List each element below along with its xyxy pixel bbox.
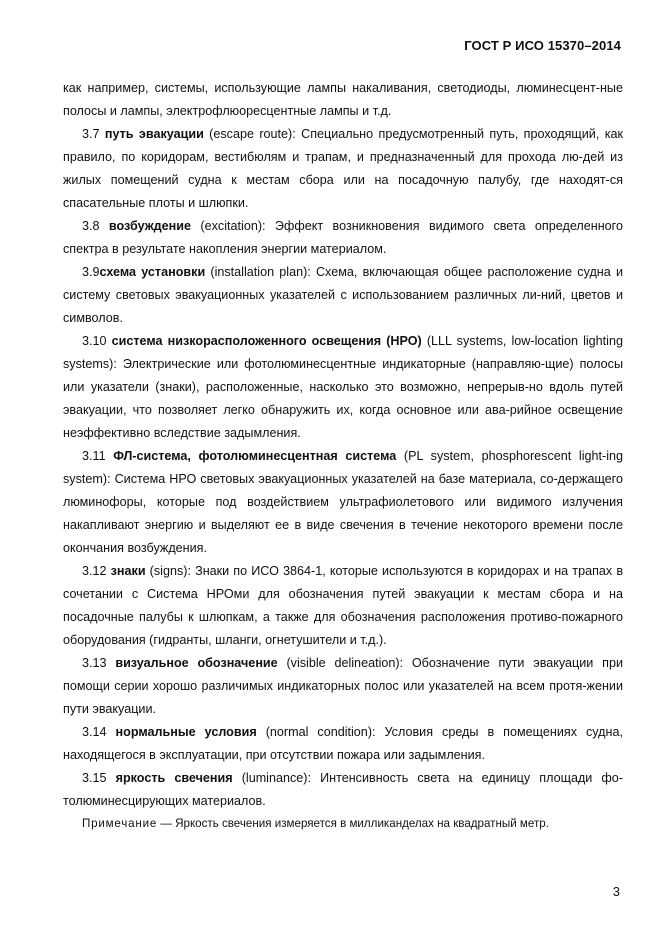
definition-3-11	[63, 445, 623, 560]
entry-term: ФЛ-система, фотолюминесцентная система	[113, 449, 397, 463]
entry-number: 3.10	[82, 334, 107, 348]
entry-text: (excitation): Эффект возникновения видимого света определенного спектра в результате накопления энергии материалом.	[63, 219, 623, 256]
definition-3-9	[63, 261, 623, 330]
entry-number: 3.13	[82, 656, 107, 670]
definition-3-7	[63, 123, 623, 215]
page-number: 3	[612, 884, 620, 899]
entry-number: 3.14	[82, 725, 107, 739]
definition-3-14	[63, 721, 623, 767]
entry-term: схема установки	[99, 265, 206, 279]
note	[63, 813, 623, 834]
entry-term: нормальные условия	[115, 725, 257, 739]
note-label: Примечание	[82, 817, 158, 830]
document-body	[63, 77, 623, 834]
standard-header: ГОСТ Р ИСО 15370–2014	[464, 38, 621, 53]
definition-3-8	[63, 215, 623, 261]
entry-number: 3.9	[82, 265, 100, 279]
entry-text: (visible delineation): Обозначение пути эвакуации при помощи серии хорошо различимых индикаторных полос или указателей на всем протя-жении пути эвакуации.	[63, 656, 623, 716]
entry-text: (installation plan): Схема, включающая общее расположение судна и систему световых эвакуационных указателей с использованием различных ли-ний, цветов и символов.	[63, 265, 623, 325]
entry-text: (PL system, phosphorescent light-ing system): Система НРО световых эвакуационных указателей на базе материала, со-держащего люминофоры, которые под воздействием ультрафиолетового или видимого излучения накапливают энергию и выделяют ее в виде свечения в течение некоторого времени после окончания возбуждения.	[63, 449, 623, 555]
entry-term: путь эвакуации	[104, 127, 204, 141]
definition-3-15	[63, 767, 623, 813]
entry-term: знаки	[110, 564, 146, 578]
entry-number: 3.7	[82, 127, 100, 141]
entry-term: система низкорасположенного освещения (НРО)	[111, 334, 422, 348]
entry-term: визуальное обозначение	[115, 656, 278, 670]
definition-3-10	[63, 330, 623, 445]
entry-term: возбуждение	[108, 219, 192, 233]
continuation-paragraph: как например, системы, использующие лампы накаливания, светодиоды, люминесцент-ные полосы и лампы, электрофлюоресцентные лампы и т.д.	[63, 81, 623, 118]
definition-3-13	[63, 652, 623, 721]
definition-3-12	[63, 560, 623, 652]
entry-number: 3.15	[82, 771, 107, 785]
entry-text: (normal condition): Условия среды в помещениях судна, находящегося в эксплуатации, при отсутствии пожара или задымления.	[63, 725, 623, 762]
entry-number: 3.11	[82, 449, 106, 463]
entry-term: яркость свечения	[115, 771, 233, 785]
entry-text: (LLL systems, low-location lighting systems): Электрические или фотолюминесцентные индикаторные (направляю-щие) полосы или указатели (знаки), расположенные, насколько это возможно, непрерыв-но вдоль путей эвакуации, что позволяет легко обнаружить их, когда основное или ава-рийное освещение неэффективно вследствие задымления.	[63, 334, 623, 440]
entry-text: (escape route): Специально предусмотренный путь, проходящий, как правило, по коридорам, вестибюлям и трапам, и предназначенный для прохода лю-дей из жилых помещений судна к местам сбора или на посадочную палубу, где находят-ся спасательные плоты и шлюпки.	[63, 127, 623, 210]
note-text: — Яркость свечения измеряется в милликанделах на квадратный метр.	[157, 817, 549, 830]
entry-text: (signs): Знаки по ИСО 3864-1, которые используются в коридорах и на трапах в сочетании с Система НРОми для обозначения путей эвакуации к местам сбора и на посадочные палубы к шлюпкам, а также для обозначения расположения противо-пожарного оборудования (гидранты, шланги, огнетушители и т.д.).	[63, 564, 624, 647]
entry-text: (luminance): Интенсивность света на единицу площади фо-толюминесцирующих материалов.	[63, 771, 623, 808]
entry-number: 3.12	[82, 564, 107, 578]
entry-number: 3.8	[82, 219, 100, 233]
